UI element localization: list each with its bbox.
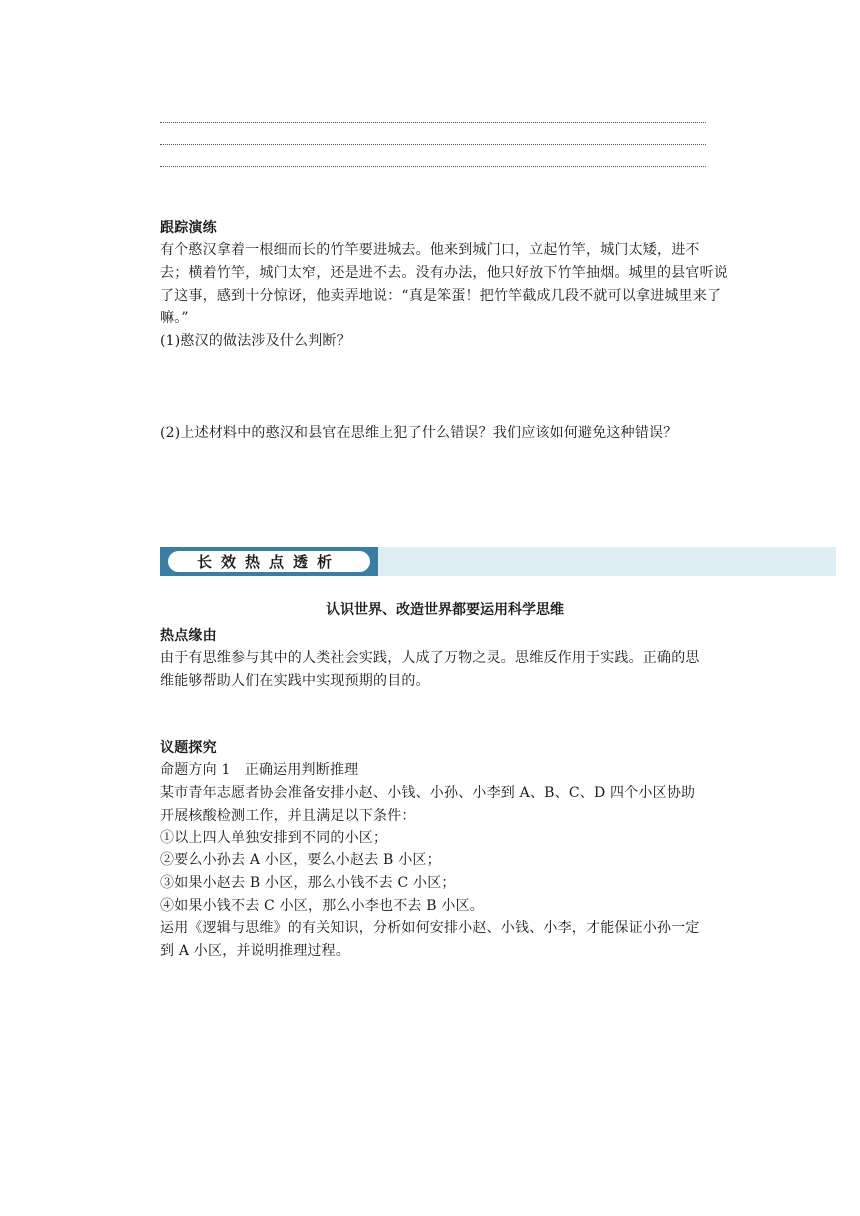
- task-line: 运用《逻辑与思维》的有关知识，分析如何安排小赵、小钱、小李，才能保证小孙一定: [160, 920, 700, 936]
- paragraph-line: 去；横着竹竿，城门太窄，还是进不去。没有办法，他只好放下竹竿抽烟。城里的县官听说: [160, 265, 728, 281]
- section-banner-label: 长效热点透析: [168, 551, 370, 572]
- paragraph-line: 嘛。”: [160, 310, 189, 326]
- condition-item: ③如果小赵去 B 小区，那么小钱不去 C 小区；: [160, 875, 456, 891]
- answer-line: [160, 144, 706, 145]
- direction-line: 命题方向 1 正确运用判断推理: [160, 762, 359, 778]
- origin-line: 由于有思维参与其中的人类社会实践，人成了万物之灵。思维反作用于实践。正确的思: [160, 650, 700, 666]
- paragraph-line: 有个憨汉拿着一根细而长的竹竿要进城去。他来到城门口，立起竹竿，城门太矮，进不: [160, 242, 700, 258]
- problem-line: 某市青年志愿者协会准备安排小赵、小钱、小孙、小李到 A、B、C、D 四个小区协助: [160, 785, 696, 801]
- tracking-practice-heading: 跟踪演练: [160, 220, 217, 236]
- explore-heading: 议题探究: [160, 740, 217, 756]
- problem-line: 开展核酸检测工作，并且满足以下条件：: [160, 808, 416, 824]
- condition-item: ④如果小钱不去 C 小区，那么小李也不去 B 小区。: [160, 898, 484, 914]
- condition-item: ①以上四人单独安排到不同的小区；: [160, 830, 388, 846]
- answer-line: [160, 122, 706, 123]
- task-line: 到 A 小区，并说明推理过程。: [160, 943, 351, 959]
- section-banner: [160, 547, 378, 576]
- hotspot-title: 认识世界、改造世界都要运用科学思维: [326, 602, 564, 618]
- question-1: (1)憨汉的做法涉及什么判断？: [160, 333, 351, 349]
- origin-heading: 热点缘由: [160, 628, 217, 644]
- paragraph-line: 了这事，感到十分惊讶，他卖弄地说：“真是笨蛋！把竹竿截成几段不就可以拿进城里来了: [160, 288, 722, 304]
- answer-line: [160, 166, 706, 167]
- origin-line: 维能够帮助人们在实践中实现预期的目的。: [160, 673, 430, 689]
- condition-item: ②要么小孙去 A 小区，要么小赵去 B 小区；: [160, 852, 441, 868]
- question-2: (2)上述材料中的憨汉和县官在思维上犯了什么错误？我们应该如何避免这种错误？: [160, 425, 678, 441]
